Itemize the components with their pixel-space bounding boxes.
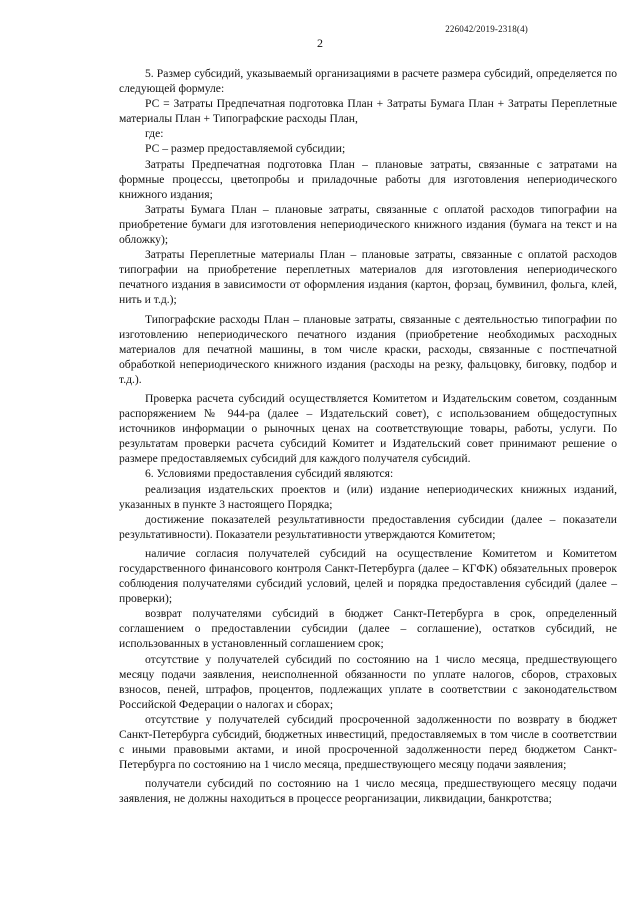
paragraph: отсутствие у получателей субсидий по состоянию на 1 число месяца, предшествующего месяцу подачи заявления, неисполненной обязанности по уплате налогов, сборов, страховых взносов, пеней, штрафов, процентов, подлежащих уплате в соответствии с законодательством Российской Федерации о налогах и сборах; [119,652,617,711]
paragraph: реализация издательских проектов и (или) издание непериодических книжных изданий, указанных в пункте 3 настоящего Порядка; [119,482,617,511]
paragraph: 5. Размер субсидий, указываемый организациями в расчете размера субсидий, определяется по следующей формуле: [119,67,617,96]
paragraph: возврат получателями субсидий в бюджет Санкт-Петербурга в срок, определенный соглашением о предоставлении субсидии (далее – соглашение), остатков субсидий, не использованных в установленный соглашением срок; [119,607,617,651]
document-body [119,66,617,807]
page-number: 2 [317,36,323,50]
document-id: 226042/2019-2318(4) [445,24,528,34]
paragraph: достижение показателей результативности предоставления субсидии (далее – показатели результативности). Показатели результативности утверждаются Комитетом; [119,512,617,541]
paragraph: Затраты Переплетные материалы План – плановые затраты, связанные с оплатой расходов типографии на приобретение переплетных материалов для изготовления непериодического печатного издания в зависимости от оформления издания (картон, форзац, бумвинил, фольга, клей, нить и т.д.); [119,248,617,307]
paragraph: получатели субсидий по состоянию на 1 число месяца, предшествующего месяцу подачи заявления, не должны находиться в процессе реорганизации, ликвидации, банкротства; [119,777,617,806]
paragraph: РС – размер предоставляемой субсидии; [145,142,346,156]
paragraph: 6. Условиями предоставления субсидий являются: [145,467,394,481]
formula-paragraph: РС = Затраты Предпечатная подготовка План + Затраты Бумага План + Затраты Переплетные материалы План + Типографские расходы План, [119,97,617,126]
paragraph: где: [145,127,164,141]
paragraph: наличие согласия получателей субсидий на осуществление Комитетом и Комитетом государственного финансового контроля Санкт-Петербурга (далее – КГФК) обязательных проверок соблюдения получателями субсидий условий, целей и порядка предоставления субсидий (далее – проверки); [119,546,617,606]
paragraph: Проверка расчета субсидий осуществляется Комитетом и Издательским советом, созданным распоряжением № 944-ра (далее – Издательский совет), с использованием общедоступных источников информации о рыночных ценах на соответствующие товары, работы, услуги. По результатам проверки расчета субсидий Комитет и Издательский совет принимают решение о размере предоставляемых субсидий для каждого получателя субсидий. [119,391,617,466]
paragraph: Типографские расходы План – плановые затраты, связанные с деятельностью типографии по изготовлению непериодического печатного издания (приобретение необходимых расходных материалов для печатной машины, в том числе краски, расходы, связанные с постпечатной обработкой непериодического книжного издания (расходы на резку, фальцовку, биговку, подбор и т.д.). [119,312,617,386]
paragraph: отсутствие у получателей субсидий просроченной задолженности по возврату в бюджет Санкт-Петербурга субсидий, бюджетных инвестиций, предоставляемых в том числе в соответствии с иными правовыми актами, и иной просроченной задолженности перед бюджетом Санкт-Петербурга по состоянию на 1 число месяца, предшествующего месяцу подачи заявления; [119,712,617,772]
paragraph: Затраты Бумага План – плановые затраты, связанные с оплатой расходов типографии на приобретение бумаги для изготовления непериодического книжного издания (бумага на текст и на обложку); [119,202,617,247]
paragraph: Затраты Предпечатная подготовка План – плановые затраты, связанные с затратами на формные процессы, цветопробы и приладочные работы для изготовления непериодического книжного издания; [119,157,617,201]
